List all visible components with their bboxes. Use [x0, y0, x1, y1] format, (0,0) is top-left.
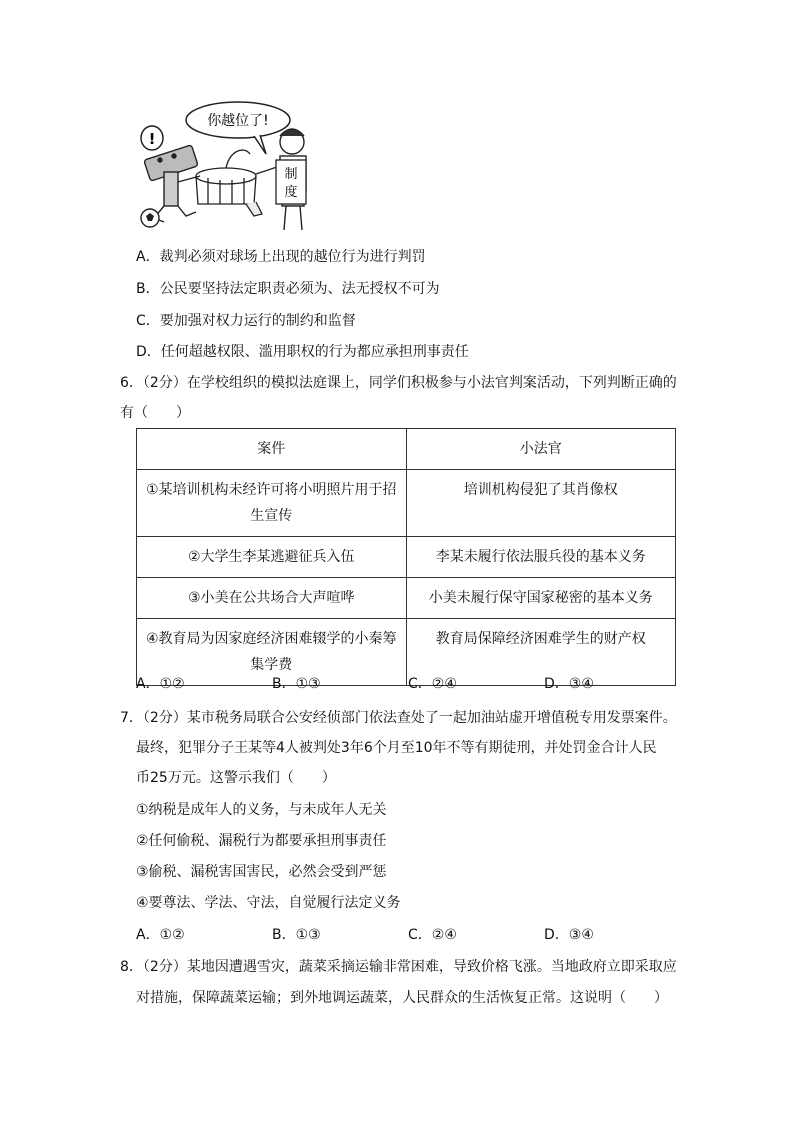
q7-item-2: ②任何偷税、漏税行为都要承担刑事责任 [136, 833, 387, 849]
judge-cell: 培训机构侵犯了其肖像权 [406, 470, 676, 537]
q8-stem-line1: 8．（2分）某地因遭遇雪灾，蔬菜采摘运输非常困难，导致价格飞涨。当地政府立即采取应 [120, 959, 677, 975]
q6-case-table [136, 428, 676, 686]
judge-cell: 教育局保障经济困难学生的财产权 [406, 619, 676, 686]
q6-stem-line2: 有（ ） [120, 405, 190, 421]
soccer-ball-icon [141, 209, 159, 227]
q7-stem-line3: 币25万元。这警示我们（ ） [136, 770, 336, 786]
cage [196, 150, 262, 216]
q7-item-4: ④要尊法、学法、守法，自觉履行法定义务 [136, 895, 401, 911]
q8-stem-line2: 对措施，保障蔬菜运输；到外地调运蔬菜，人民群众的生活恢复正常。这说明（ ） [136, 990, 668, 1006]
table-row [137, 578, 676, 619]
svg-text:度: 度 [284, 185, 298, 200]
q7-answer-b: B．①③ [272, 927, 321, 943]
q7-stem-line2: 最终，犯罪分子王某等4人被判处3年6个月至10年不等有期徒刑，并处罚金合计人民 [136, 740, 657, 756]
q6-answer-d: D．③④ [544, 676, 594, 692]
q7-item-3: ③偷税、漏税害国害民，必然会受到严惩 [136, 864, 387, 880]
speech-text: 你越位了! [207, 113, 269, 129]
q6-answer-options [136, 674, 680, 694]
header-case: 案件 [137, 429, 407, 470]
judge-cell: 小美未履行保守国家秘密的基本义务 [406, 578, 676, 619]
q5-option-a: A．裁判必须对球场上出现的越位行为进行判罚 [136, 249, 426, 265]
q5-option-d: D．任何超越权限、滥用职权的行为都应承担刑事责任 [136, 344, 469, 360]
case-cell: ④教育局为因家庭经济困难辍学的小秦筹集学费 [137, 619, 407, 686]
q7-answer-c: C．②④ [408, 927, 457, 943]
judge-cell: 李某未履行依法服兵役的基本义务 [406, 537, 676, 578]
cartoon-illustration [134, 100, 334, 236]
table-row [137, 537, 676, 578]
system-sign [276, 160, 306, 204]
table-row [137, 470, 676, 537]
case-cell: ②大学生李某逃避征兵入伍 [137, 537, 407, 578]
q7-stem-line1: 7．（2分）某市税务局联合公安经侦部门依法查处了一起加油站虚开增值税专用发票案件。 [120, 710, 677, 726]
header-judge: 小法官 [406, 429, 676, 470]
q7-item-1: ①纳税是成年人的义务，与未成年人无关 [136, 802, 387, 818]
case-cell: ①某培训机构未经许可将小明照片用于招生宣传 [137, 470, 407, 537]
q6-answer-c: C．②④ [408, 676, 457, 692]
q6-stem-line1: 6．（2分）在学校组织的模拟法庭课上，同学们积极参与小法官判案活动，下列判断正确的 [120, 375, 677, 391]
svg-text:制: 制 [284, 167, 298, 182]
table-header-row [137, 429, 676, 470]
q7-answer-options [136, 925, 680, 945]
q5-option-b: B．公民要坚持法定职责必须为、法无授权不可为 [136, 281, 440, 297]
q6-answer-b: B．①③ [272, 676, 321, 692]
q5-option-c: C．要加强对权力运行的制约和监督 [136, 313, 356, 329]
case-cell: ③小美在公共场合大声喧哗 [137, 578, 407, 619]
exclaim-text: ! [148, 130, 156, 148]
q7-answer-d: D．③④ [544, 927, 594, 943]
q7-answer-a: A．①② [136, 927, 185, 943]
q6-answer-a: A．①② [136, 676, 185, 692]
